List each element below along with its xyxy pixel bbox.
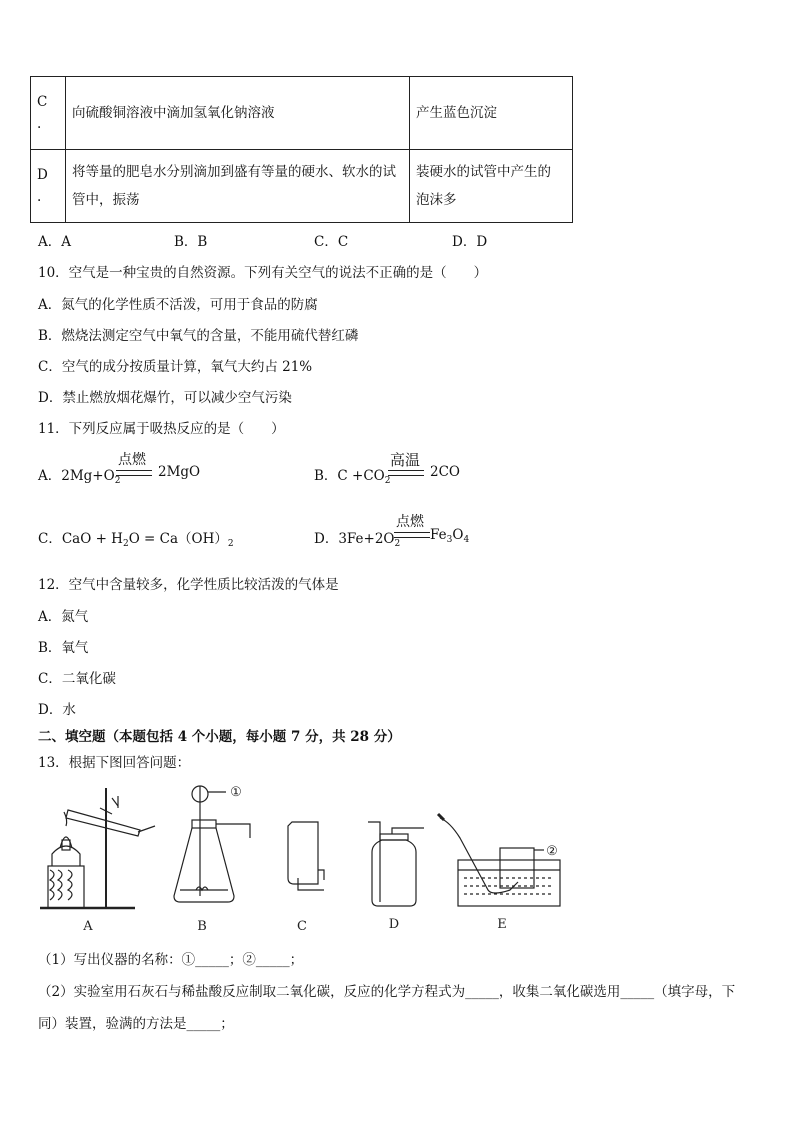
subscript: 2 [394, 539, 401, 549]
marker-2: ② [546, 844, 558, 859]
q11-stem: 11．下列反应属于吸热反应的是（ ） [38, 421, 285, 437]
phenomenon-cell: 产生蓝色沉淀 [410, 77, 573, 150]
operation-line: 管中，振荡 [72, 192, 140, 208]
q13-sub2-line2: 同）装置，验满的方法是_____； [38, 1016, 234, 1032]
phenomenon-cell [410, 150, 573, 223]
option-dot: . [37, 116, 42, 132]
figure-label-b: B [197, 919, 207, 934]
phenomenon-line: 装硬水的试管中产生的 [416, 164, 551, 180]
option-label: B． [314, 468, 338, 484]
equation-text: Fe [430, 527, 447, 543]
option-label: C． [38, 531, 62, 547]
q10-option-d: D．禁止燃放烟花爆竹，可以减少空气污染 [38, 390, 292, 406]
option-dot: . [37, 189, 42, 205]
q12-stem: 12．空气中含量较多，化学性质比较活泼的气体是 [38, 577, 339, 593]
equation-text: CaO + H [61, 531, 123, 547]
q9-option-b: B．B [174, 234, 208, 250]
section-heading: 二、填空题（本题包括 4 个小题，每小题 7 分，共 28 分） [38, 729, 401, 745]
q11-option-d [314, 527, 400, 549]
equals-arrow [388, 470, 424, 476]
option-letter: D [37, 167, 48, 183]
apparatus-d-bottle [368, 822, 424, 906]
q12-option-d: D．水 [38, 702, 76, 718]
condition-label: 点燃 [118, 452, 146, 468]
figure-label-d: D [388, 917, 400, 932]
apparatus-c-bottle [288, 822, 324, 890]
subscript: 4 [463, 535, 470, 545]
q10-option-b: B．燃烧法测定空气中氧气的含量，不能用硫代替红磷 [38, 328, 359, 344]
q9-option-d: D．D [452, 234, 488, 250]
q9-option-c: C．C [314, 234, 349, 250]
equation-right: 2CO [430, 464, 460, 480]
option-label: D． [314, 531, 339, 547]
subscript: 2 [114, 476, 121, 486]
table-row [31, 150, 573, 223]
operation-line: 将等量的肥皂水分别滴加到盛有等量的硬水、软水的试 [72, 164, 396, 180]
marker-1: ① [230, 785, 242, 800]
q11-option-b [314, 464, 391, 486]
q11-option-c [38, 527, 234, 549]
lab-apparatus-figure [40, 778, 570, 938]
operation-cell: 向硫酸铜溶液中滴加氢氧化钠溶液 [66, 77, 410, 150]
equation-right [430, 527, 469, 545]
q12-option-b: B．氧气 [38, 640, 89, 656]
q13-sub2-line1: （2）实验室用石灰石与稀盐酸反应制取二氧化碳，反应的化学方程式为_____，收集二氧化碳选用_____（填字母，下 [38, 984, 736, 1000]
equation-text: O = Ca（OH） [128, 531, 228, 547]
q11-option-a [38, 464, 120, 486]
equation-text: O [452, 527, 464, 543]
q12-option-c: C．二氧化碳 [38, 671, 116, 687]
equation-right: 2MgO [158, 464, 201, 480]
option-label: A． [38, 468, 62, 484]
condition-label: 高温 [390, 451, 421, 469]
q10-option-a: A．氮气的化学性质不活泼，可用于食品的防腐 [38, 297, 318, 313]
figure-label-e: E [497, 917, 507, 932]
q10-stem: 10．空气是一种宝贵的自然资源。下列有关空气的说法不正确的是（ ） [38, 265, 488, 281]
phenomenon-line: 泡沫多 [416, 192, 457, 208]
equals-arrow [394, 532, 430, 538]
apparatus-e-trough [438, 814, 560, 906]
subscript: 2 [122, 539, 129, 549]
apparatus-a-heating [40, 788, 155, 908]
q13-sub1: （1）写出仪器的名称：①_____；②_____； [38, 952, 304, 968]
condition-label: 点燃 [396, 514, 424, 530]
equals-arrow [116, 470, 152, 476]
figure-label-a: A [83, 919, 93, 934]
subscript: 3 [446, 535, 453, 545]
subscript: 2 [384, 476, 391, 486]
options-table [30, 76, 573, 223]
table-row [31, 77, 573, 150]
option-letter-cell [31, 150, 66, 223]
apparatus-b-flask [174, 786, 250, 902]
equation-left: 3Fe+2O [338, 531, 395, 547]
figure-label-c: C [297, 919, 307, 934]
equation-left: 2Mg+O [61, 468, 115, 484]
operation-cell [66, 150, 410, 223]
option-letter: C [37, 94, 48, 110]
subscript: 2 [227, 539, 234, 549]
q12-option-a: A．氮气 [38, 609, 89, 625]
q9-option-a: A．A [38, 234, 71, 250]
q13-stem: 13．根据下图回答问题： [38, 755, 191, 771]
option-letter-cell [31, 77, 66, 150]
equation-left: C +CO [337, 468, 385, 484]
q10-option-c: C．空气的成分按质量计算，氧气大约占 21% [38, 359, 313, 375]
